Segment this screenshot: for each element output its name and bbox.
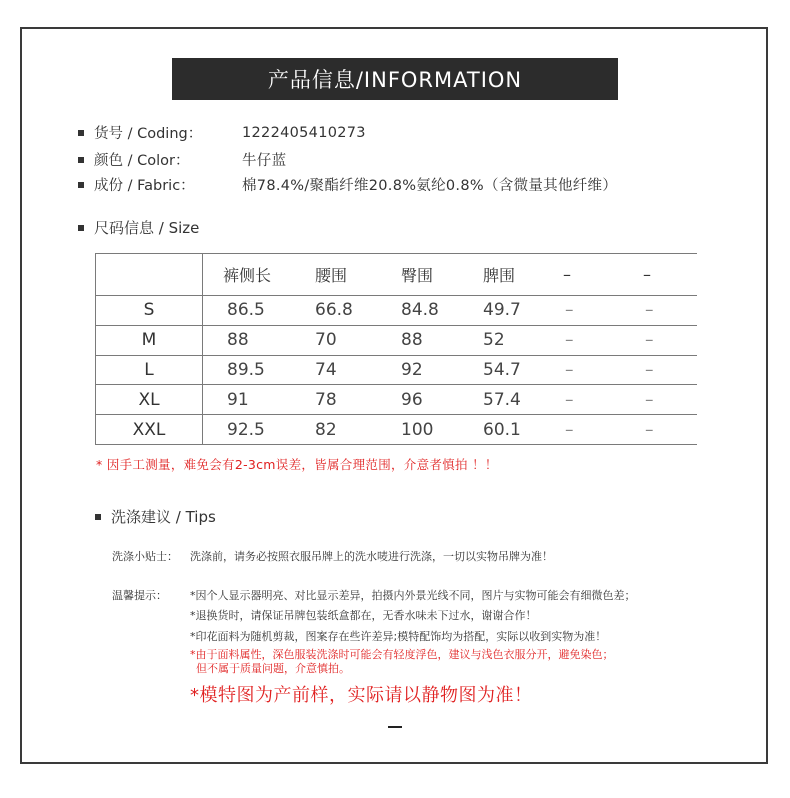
table-row xyxy=(96,355,698,385)
divider-dash xyxy=(388,726,402,728)
table-row xyxy=(96,385,698,415)
reminder-item: *印花面料为随机剪裁，图案存在些许差异;模特配饰均为搭配，实际以收到实物为准！ xyxy=(190,630,607,643)
header-cell: – xyxy=(643,265,651,284)
table-cell: – xyxy=(565,300,574,321)
table-cell: 92 xyxy=(401,359,423,380)
header-cell: 腰围 xyxy=(315,266,348,285)
table-cell: – xyxy=(645,330,654,351)
model-note: *模特图为产前样，实际请以静物图为准！ xyxy=(190,685,533,706)
table-cell: 88 xyxy=(401,330,423,351)
reminder-label: 温馨提示： xyxy=(112,589,167,602)
table-cell: – xyxy=(645,389,654,410)
info-label: 颜色 / Color： xyxy=(94,153,190,169)
header-cell: – xyxy=(563,265,571,284)
info-row-fabric xyxy=(78,174,618,195)
wash-text: 洗涤前，请务必按照衣服吊牌上的洗水唛进行洗涤，一切以实物吊牌为准！ xyxy=(190,550,553,563)
size-cell: XXL xyxy=(96,415,203,445)
table-cell: 60.1 xyxy=(483,419,521,440)
row-cells xyxy=(203,355,698,385)
row-cells xyxy=(203,325,698,355)
table-row xyxy=(96,296,698,326)
header-cell: 脾围 xyxy=(483,266,516,285)
table-cell: – xyxy=(565,389,574,410)
table-cell: 82 xyxy=(315,419,337,440)
table-cell: 96 xyxy=(401,389,423,410)
header-cells xyxy=(203,254,698,296)
header-cell: 臀围 xyxy=(401,266,434,285)
info-value: 牛仔蓝 xyxy=(242,153,287,169)
table-cell: 49.7 xyxy=(483,300,521,321)
measure-warning: * 因手工测量，难免会有2-3cm误差，皆属合理范围，介意者慎拍 ！！ xyxy=(96,457,498,472)
info-value: 1222405410273 xyxy=(242,124,366,141)
bullet-icon xyxy=(78,130,84,136)
size-table-header xyxy=(96,254,698,296)
table-cell: – xyxy=(565,419,574,440)
info-row-coding xyxy=(78,122,366,143)
table-cell: – xyxy=(645,300,654,321)
table-cell: – xyxy=(645,359,654,380)
table-cell: 100 xyxy=(401,419,434,440)
table-cell: – xyxy=(565,330,574,351)
info-label: 货号 / Coding： xyxy=(94,126,203,142)
tips-section-title xyxy=(95,506,216,527)
table-cell: 91 xyxy=(227,389,249,410)
table-cell: – xyxy=(645,419,654,440)
table-cell: 86.5 xyxy=(227,300,265,321)
red-reminder: *由于面料属性，深色服装洗涤时可能会有轻度浮色，建议与浅色衣服分开，避免染色； xyxy=(190,648,614,661)
table-cell: 57.4 xyxy=(483,389,521,410)
bullet-icon xyxy=(78,225,84,231)
bullet-icon xyxy=(78,182,84,188)
row-cells xyxy=(203,296,698,326)
size-cell: L xyxy=(96,355,203,385)
page-title: 产品信息/INFORMATION xyxy=(172,58,618,100)
table-cell: 52 xyxy=(483,330,505,351)
header-cell: 裤侧长 xyxy=(223,266,272,285)
size-section-title xyxy=(78,217,199,238)
table-cell: – xyxy=(565,359,574,380)
reminder-item: *退换货时，请保证吊牌包装纸盒都在，无香水味未下过水，谢谢合作！ xyxy=(190,609,537,622)
table-cell: 78 xyxy=(315,389,337,410)
row-cells xyxy=(203,385,698,415)
size-cell: XL xyxy=(96,385,203,415)
table-cell: 54.7 xyxy=(483,359,521,380)
table-cell: 66.8 xyxy=(315,300,353,321)
bullet-icon xyxy=(95,514,101,520)
bullet-icon xyxy=(78,157,84,163)
table-cell: 70 xyxy=(315,330,337,351)
size-cell: S xyxy=(96,296,203,326)
size-section-label: 尺码信息 / Size xyxy=(94,219,200,237)
table-cell: 92.5 xyxy=(227,419,265,440)
table-row xyxy=(96,325,698,355)
table-cell: 74 xyxy=(315,359,337,380)
table-row xyxy=(96,415,698,445)
info-value: 棉78.4%/聚酯纤维20.8%氨纶0.8%（含微量其他纤维） xyxy=(242,178,618,194)
reminder-item: *因个人显示器明亮、对比显示差异，拍摄内外景光线不同，图片与实物可能会有细微色差； xyxy=(190,589,636,602)
size-table xyxy=(95,253,697,445)
table-cell: 89.5 xyxy=(227,359,265,380)
table-cell: 84.8 xyxy=(401,300,439,321)
info-label: 成份 / Fabric： xyxy=(94,178,195,194)
wash-label: 洗涤小贴士： xyxy=(112,550,178,563)
info-row-color xyxy=(78,149,287,170)
tips-section-label: 洗涤建议 / Tips xyxy=(111,508,216,526)
header-cell xyxy=(96,254,203,296)
table-cell: 88 xyxy=(227,330,249,351)
size-cell: M xyxy=(96,325,203,355)
red-reminder-continued: 但不属于质量问题，介意慎拍。 xyxy=(196,662,350,675)
row-cells xyxy=(203,415,698,445)
